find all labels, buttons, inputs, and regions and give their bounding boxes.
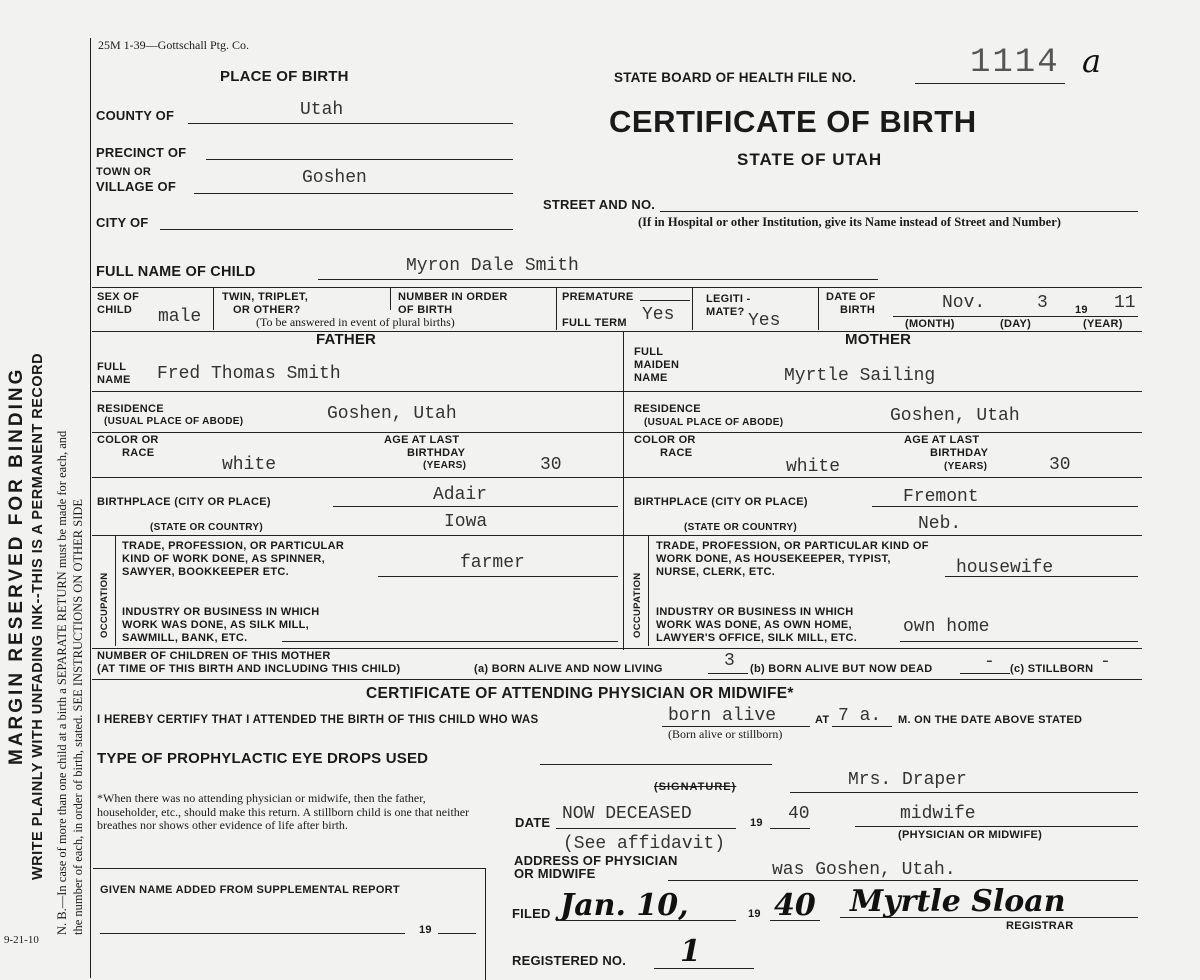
supplemental-title: GIVEN NAME ADDED FROM SUPPLEMENTAL REPORT xyxy=(100,884,400,896)
mother-industry-label-2: WORK WAS DONE, AS OWN HOME, xyxy=(656,619,852,631)
father-residence-label: RESIDENCE xyxy=(97,403,164,415)
father-abode-label: (USUAL PLACE OF ABODE) xyxy=(104,416,244,427)
street-note: (If in Hospital or other Institution, give its Name instead of Street and Number) xyxy=(638,215,1061,229)
father-industry-label-2: WORK WAS DONE, AS SILK MILL, xyxy=(122,619,310,631)
certify-text: I HEREBY CERTIFY THAT I ATTENDED THE BIRTH OF THIS CHILD WHO WAS xyxy=(97,714,539,726)
father-industry-label-3: SAWMILL, BANK, ETC. xyxy=(122,632,248,644)
supplemental-year-prefix: 19 xyxy=(419,924,432,936)
signature-label: (SIGNATURE) xyxy=(654,781,737,793)
mother-occupation-label: OCCUPATION xyxy=(632,572,643,638)
mother-birthplace-city: Fremont xyxy=(903,487,979,507)
mother-color: white xyxy=(786,457,841,477)
certificate-title: CERTIFICATE OF BIRTH xyxy=(609,104,977,139)
mother-trade-label-3: NURSE, CLERK, ETC. xyxy=(656,566,776,578)
mother-name-label: NAME xyxy=(634,372,668,384)
file-no-label: STATE BOARD OF HEALTH FILE NO. xyxy=(614,70,857,85)
father-state-label: (STATE OR COUNTRY) xyxy=(150,522,263,533)
city-label: CITY OF xyxy=(96,215,149,230)
filed-date: Jan. 10, xyxy=(560,888,689,923)
month-label: (MONTH) xyxy=(905,318,955,330)
dob-label-2: BIRTH xyxy=(840,304,876,316)
father-industry-label-1: INDUSTRY OR BUSINESS IN WHICH xyxy=(122,606,320,618)
mother-residence-label: RESIDENCE xyxy=(634,403,701,415)
plural-note: (To be answered in event of plural births) xyxy=(256,315,455,329)
children-label-2: (AT TIME OF THIS BIRTH AND INCLUDING THIS CHILD) xyxy=(97,663,401,675)
child-name: Myron Dale Smith xyxy=(406,256,579,276)
registrar-label: REGISTRAR xyxy=(1006,920,1074,932)
role-label: (PHYSICIAN OR MIDWIFE) xyxy=(898,829,1043,841)
dead-label: (b) BORN ALIVE BUT NOW DEAD xyxy=(750,663,933,675)
mother-trade-label-1: TRADE, PROFESSION, OR PARTICULAR KIND OF xyxy=(656,540,929,552)
mother-color-label-1: COLOR OR xyxy=(634,434,696,446)
stillborn-label: (c) STILLBORN xyxy=(1010,663,1094,675)
child-sex: male xyxy=(158,307,202,327)
permanent-ink-notice: WRITE PLAINLY WITH UNFADING INK--THIS IS A PERMANENT RECORD xyxy=(30,352,46,880)
twin-label-2: OR OTHER? xyxy=(233,304,301,316)
date-year: 40 xyxy=(788,804,810,824)
mother-maiden-label: MAIDEN xyxy=(634,359,680,371)
binding-margin-text: MARGIN RESERVED FOR BINDING xyxy=(6,366,27,765)
mother-birthplace-label: BIRTHPLACE (CITY OR PLACE) xyxy=(634,496,808,508)
father-age-label-2: BIRTHDAY xyxy=(407,447,466,459)
father-name-label: NAME xyxy=(97,374,131,386)
footnote: *When there was no attending physician or midwife, then the father, householder, etc., should make this return. A stillborn child is one that neither breathes nor shows other evidence of life after birth. xyxy=(97,791,470,832)
registered-number: 1 xyxy=(680,934,701,969)
father-age-label-1: AGE AT LAST xyxy=(384,434,460,446)
dob-day: 3 xyxy=(1037,293,1048,313)
registered-label: REGISTERED NO. xyxy=(512,953,627,968)
legitimate-label-1: LEGITI - xyxy=(706,293,751,305)
physician-address: was Goshen, Utah. xyxy=(772,860,956,880)
mother-color-label-2: RACE xyxy=(660,447,693,459)
father-trade-label-1: TRADE, PROFESSION, OR PARTICULAR xyxy=(122,540,345,552)
dob-year: 11 xyxy=(1114,293,1136,313)
father-heading: FATHER xyxy=(316,331,377,348)
physician-role: midwife xyxy=(900,804,976,824)
sex-label-1: SEX OF xyxy=(97,291,140,303)
filed-year-prefix: 19 xyxy=(748,908,761,920)
premature-label: PREMATURE xyxy=(562,291,634,303)
registrar-signature: Myrtle Sloan xyxy=(850,884,1066,919)
father-trade: farmer xyxy=(460,553,525,573)
father-name: Fred Thomas Smith xyxy=(157,364,341,384)
father-occupation-label: OCCUPATION xyxy=(99,572,110,638)
filed-year: 40 xyxy=(774,888,816,923)
address-label-2: OR MIDWIFE xyxy=(514,866,596,881)
print-info: 25M 1-39—Gottschall Ptg. Co. xyxy=(98,38,250,52)
margin-note-line1: N. B.—In case of more than one child at a birth a SEPARATE RETURN must be made for each, and xyxy=(55,430,69,935)
dead-count: - xyxy=(984,652,995,672)
living-label: (a) BORN ALIVE AND NOW LIVING xyxy=(474,663,663,675)
mother-age-label-1: AGE AT LAST xyxy=(904,434,980,446)
mother-industry-label-3: LAWYER'S OFFICE, SILK MILL, ETC. xyxy=(656,632,858,644)
mother-abode-label: (USUAL PLACE OF ABODE) xyxy=(644,417,784,428)
address-label-1: ADDRESS OF PHYSICIAN xyxy=(514,853,678,868)
at-label: AT xyxy=(815,714,830,726)
date-label: DATE xyxy=(515,815,551,830)
mother-industry-label-1: INDUSTRY OR BUSINESS IN WHICH xyxy=(656,606,854,618)
living-count: 3 xyxy=(724,651,735,671)
child-name-label: FULL NAME OF CHILD xyxy=(96,264,256,280)
dob-year-prefix: 19 xyxy=(1075,304,1088,316)
full-term-value: Yes xyxy=(642,305,675,325)
eye-drops-label: TYPE OF PROPHYLACTIC EYE DROPS USED xyxy=(97,750,429,767)
father-age: 30 xyxy=(540,455,562,475)
mother-full-label: FULL xyxy=(634,346,664,358)
father-birthplace-city: Adair xyxy=(433,485,488,505)
mother-birthplace-state: Neb. xyxy=(918,514,962,534)
mother-age: 30 xyxy=(1049,455,1071,475)
mother-state-label: (STATE OR COUNTRY) xyxy=(684,522,797,533)
father-trade-label-2: KIND OF WORK DONE, AS SPINNER, xyxy=(122,553,325,565)
father-trade-label-3: SAWYER, BOOKKEEPER ETC. xyxy=(122,566,290,578)
father-years-label: (YEARS) xyxy=(423,460,467,471)
father-color: white xyxy=(222,455,277,475)
mother-name: Myrtle Sailing xyxy=(784,366,936,386)
state-subtitle: STATE OF UTAH xyxy=(737,150,883,169)
legitimate-label-2: MATE? xyxy=(706,306,745,318)
physician-signature: Mrs. Draper xyxy=(848,770,967,790)
sex-label-2: CHILD xyxy=(97,304,133,316)
file-no: 1114 xyxy=(970,44,1060,82)
mother-age-label-2: BIRTHDAY xyxy=(930,447,989,459)
form-code: 9-21-10 xyxy=(4,934,39,946)
full-term-label: FULL TERM xyxy=(562,317,627,329)
margin-note-line2: the number of each, in order of birth, stated. SEE INSTRUCTIONS ON OTHER SIDE xyxy=(71,498,85,935)
father-residence: Goshen, Utah xyxy=(327,404,457,424)
father-color-label-1: COLOR OR xyxy=(97,434,159,446)
mother-industry: own home xyxy=(903,617,990,637)
affidavit-note: (See affidavit) xyxy=(563,834,726,854)
file-no-suffix: a xyxy=(1082,42,1102,80)
children-label-1: NUMBER OF CHILDREN OF THIS MOTHER xyxy=(97,650,331,662)
form-left-border xyxy=(90,38,91,978)
father-color-label-2: RACE xyxy=(122,447,155,459)
stillborn-count: - xyxy=(1100,652,1111,672)
place-of-birth-heading: PLACE OF BIRTH xyxy=(220,68,349,85)
order-label-1: NUMBER IN ORDER xyxy=(398,291,508,303)
father-birthplace-label: BIRTHPLACE (CITY OR PLACE) xyxy=(97,496,271,508)
twin-label-1: TWIN, TRIPLET, xyxy=(222,291,309,303)
dob-label-1: DATE OF xyxy=(826,291,876,303)
physician-heading: CERTIFICATE OF ATTENDING PHYSICIAN OR MIDWIFE* xyxy=(366,685,794,702)
year-label: (YEAR) xyxy=(1083,318,1123,330)
day-label: (DAY) xyxy=(1000,318,1032,330)
date-value: NOW DECEASED xyxy=(562,804,692,824)
precinct-label: PRECINCT OF xyxy=(96,145,187,160)
born-status: born alive xyxy=(668,706,777,726)
mother-residence: Goshen, Utah xyxy=(890,406,1020,426)
born-hint: (Born alive or stillborn) xyxy=(668,727,783,741)
county-label: COUNTY OF xyxy=(96,108,175,123)
street-label: STREET AND NO. xyxy=(543,197,656,212)
legitimate-value: Yes xyxy=(748,311,781,331)
birth-time: 7 a. xyxy=(838,706,882,726)
town-label-1: TOWN OR xyxy=(96,166,152,178)
date-year-prefix: 19 xyxy=(750,817,763,829)
father-birthplace-state: Iowa xyxy=(444,512,488,532)
order-label-2: OF BIRTH xyxy=(398,304,453,316)
filed-label: FILED xyxy=(512,906,551,921)
mother-heading: MOTHER xyxy=(845,331,912,348)
mother-years-label: (YEARS) xyxy=(944,461,988,472)
dob-month: Nov. xyxy=(942,293,986,313)
father-full-label: FULL xyxy=(97,361,127,373)
town-value: Goshen xyxy=(302,168,367,188)
m-label: M. ON THE DATE ABOVE STATED xyxy=(898,714,1083,726)
county-value: Utah xyxy=(300,100,344,120)
town-label-2: VILLAGE OF xyxy=(96,179,176,194)
mother-trade: housewife xyxy=(956,558,1054,578)
mother-trade-label-2: WORK DONE, AS HOUSEKEEPER, TYPIST, xyxy=(656,553,891,565)
